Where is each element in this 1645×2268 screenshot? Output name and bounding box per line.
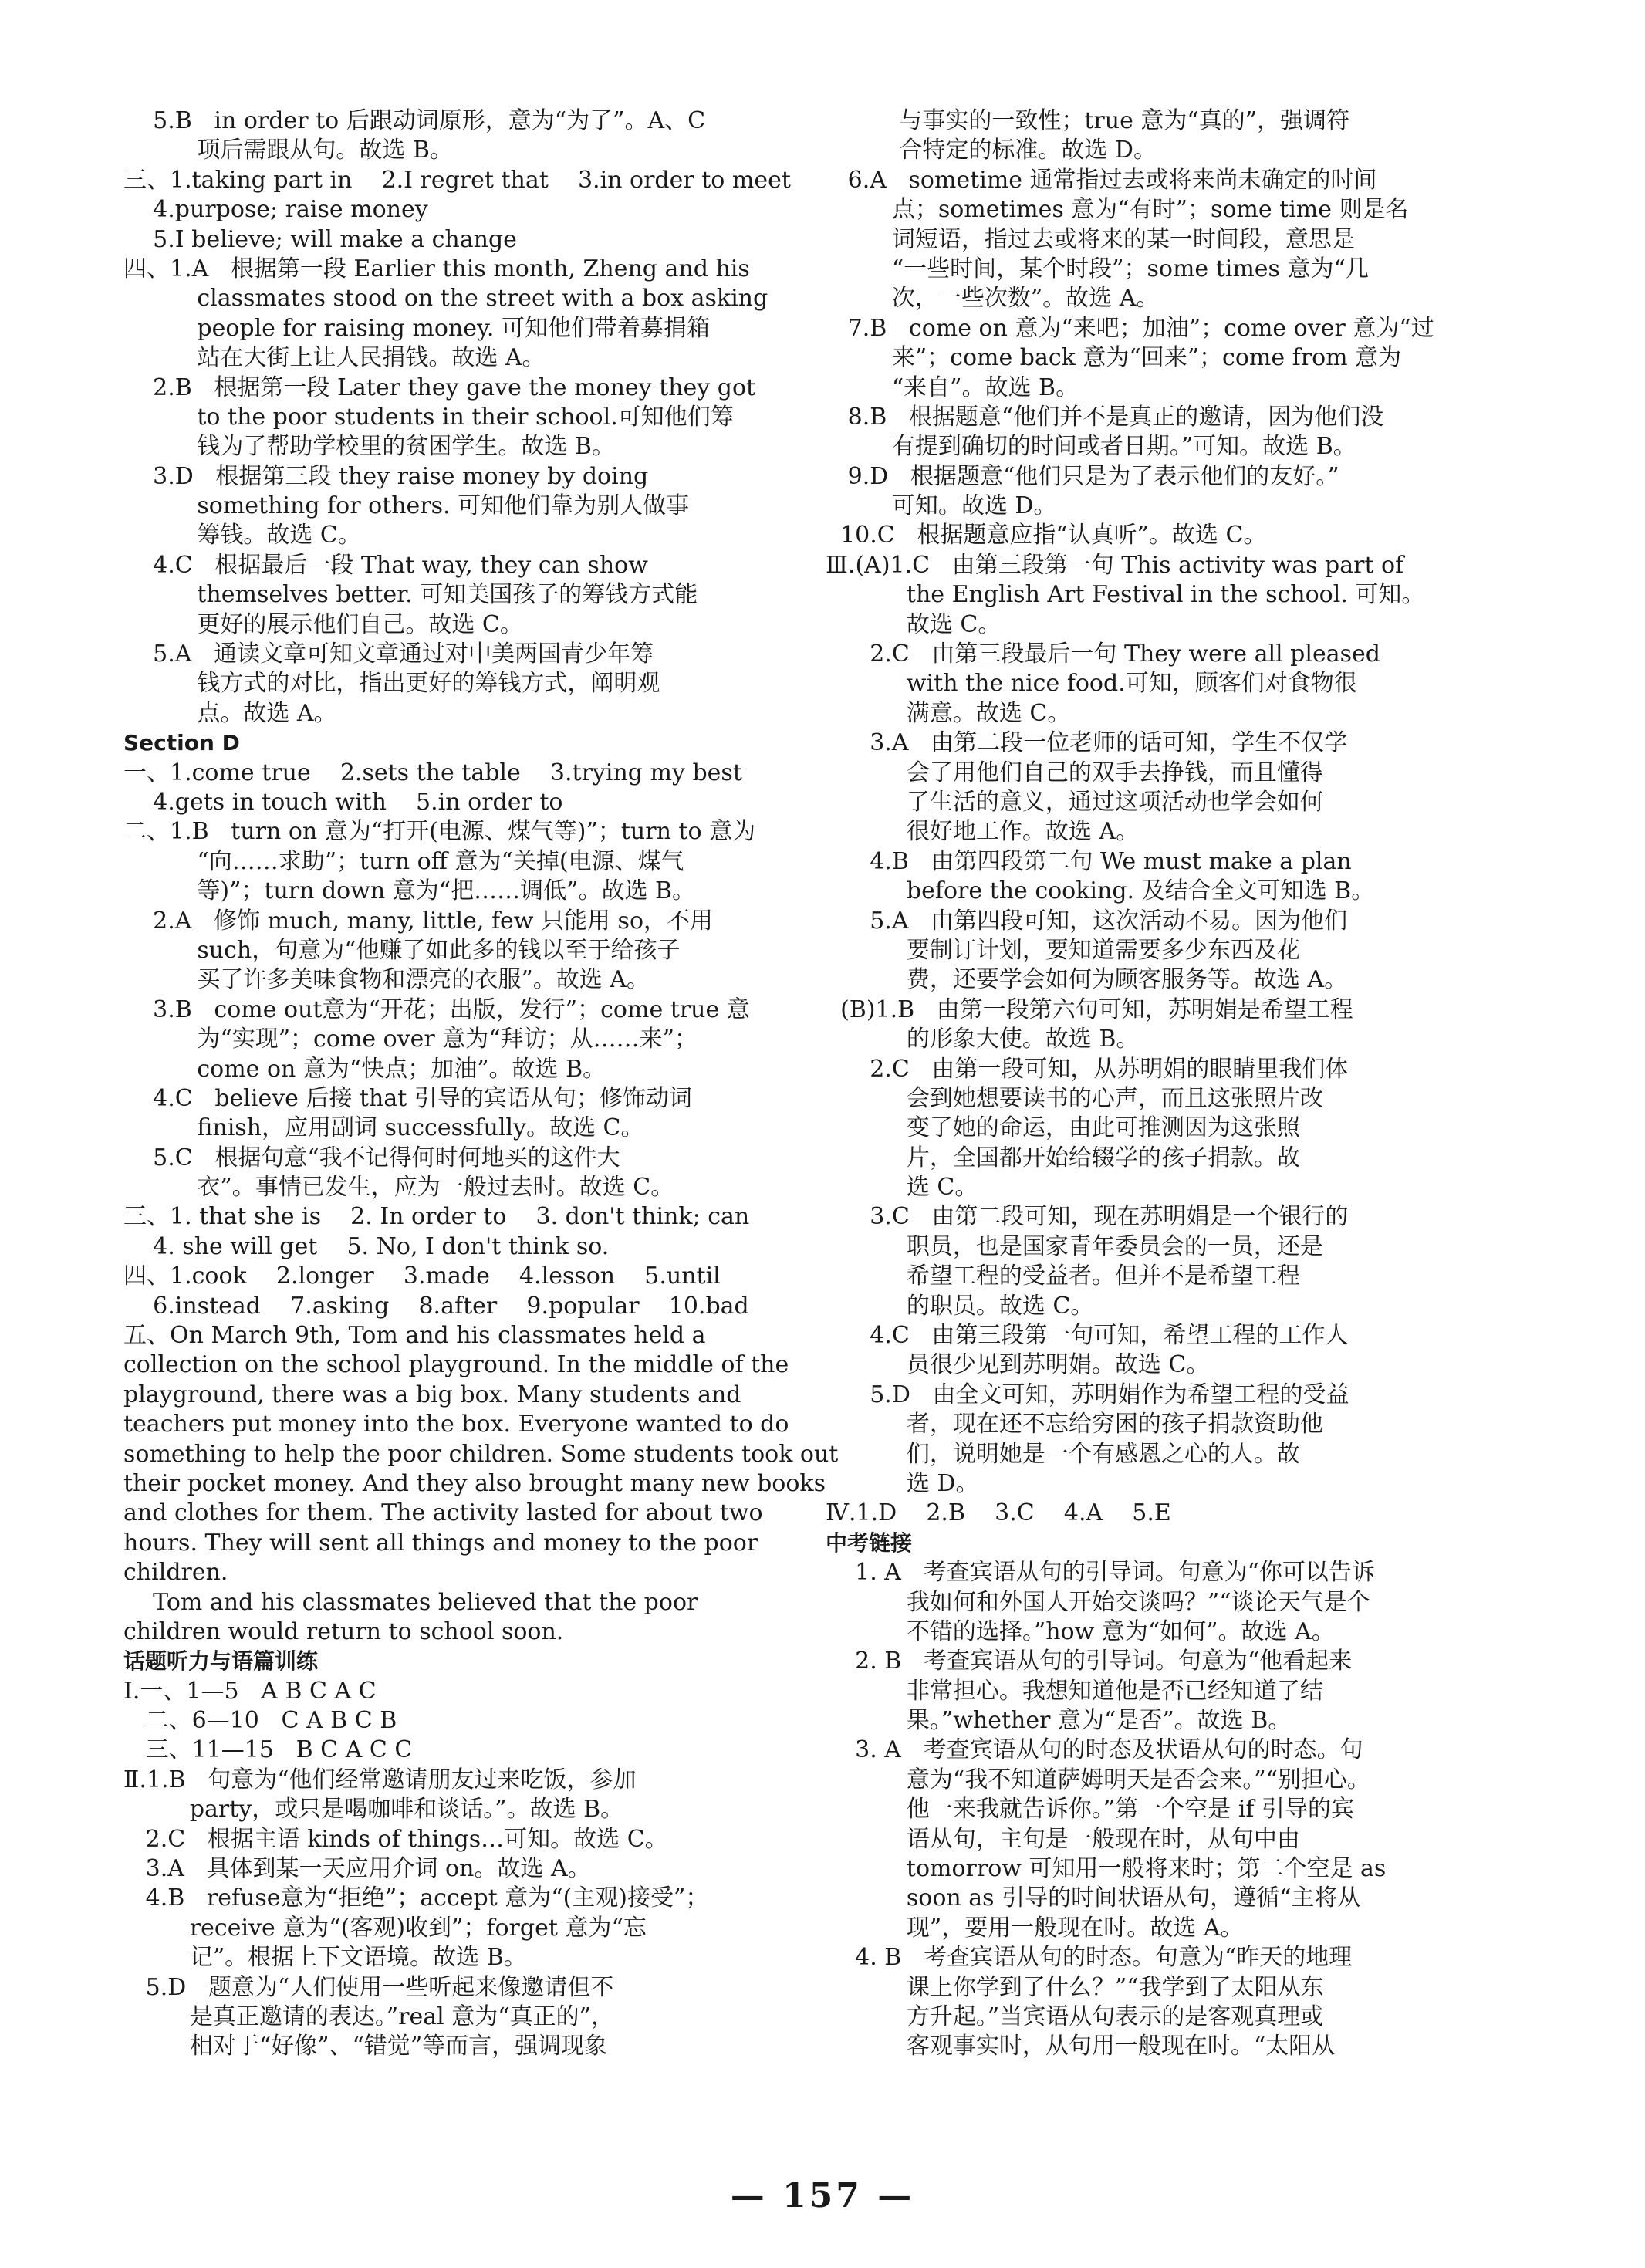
text-line: 更好的展示他们自己。故选 C。 [123,610,523,638]
text-line: 客观事实时，从句用一般现在时。“太阳从 [826,2033,1336,2060]
text-line: 四、1.cook 2.longer 3.made 4.lesson 5.until [123,1262,721,1290]
text-line: 筹钱。故选 C。 [123,522,361,549]
text-line: 职员，也是国家青年委员会的一员，还是 [826,1232,1323,1260]
text-line: 5.C 根据句意“我不记得何时何地买的这件大 [123,1144,620,1171]
text-line: 的形象大使。故选 B。 [826,1026,1140,1053]
text-line: 中考链接 [826,1529,913,1556]
text-line: their pocket money. And they also brought many new books [123,1469,826,1497]
text-line: something for others. 可知他们靠为别人做事 [123,492,690,520]
text-line: 不错的选择。”how 意为“如何”。故选 A。 [826,1617,1335,1645]
text-line: Ⅳ.1.D 2.B 3.C 4.A 5.E [826,1499,1171,1527]
text-line: 选 D。 [826,1469,979,1497]
text-line: 选 C。 [826,1174,978,1202]
page-number: — 157 — [730,2176,915,2216]
text-line: 记”。根据上下文语境。故选 B。 [123,1944,527,1972]
text-line: Tom and his classmates believed that the poor [123,1588,698,1616]
text-line: 2.B 根据第一段 Later they gave the money they got [123,373,756,401]
text-line: Ⅰ.一、1—5 A B C A C [123,1677,377,1705]
text-line: (B)1.B 由第一段第六句可知，苏明娟是希望工程 [826,995,1353,1023]
text-line: 2. B 考查宾语从句的引导词。句意为“他看起来 [826,1648,1353,1675]
text-line: 词短语，指过去或将来的某一时间段，意思是 [826,225,1355,253]
text-line: before the cooking. 及结合全文可知选 B。 [826,877,1375,905]
text-line: 语从句，主句是一般现在时，从句中由 [826,1825,1300,1853]
text-line: 3.C 由第二段可知，现在苏明娟是一个银行的 [826,1203,1349,1231]
text-line: children. [123,1559,228,1587]
text-line: 2.C 由第一段可知，从苏明娟的眼睛里我们体 [826,1055,1349,1083]
text-line: 满意。故选 C。 [826,699,1071,727]
text-line: finish，应用副词 successfully。故选 C。 [123,1114,644,1142]
text-line: 衣”。事情已发生，应为一般过去时。故选 C。 [123,1174,674,1202]
text-line: 变了她的命运，由此可推测因为这张照 [826,1114,1300,1142]
text-line: teachers put money into the box. Everyone wanted to do [123,1411,789,1438]
text-line: 次，一些次数”。故选 A。 [826,285,1160,313]
text-line: 话题听力与语篇训练 [123,1648,319,1675]
text-line: and clothes for them. The activity lasted for about two [123,1499,763,1527]
text-line: 点。故选 A。 [123,699,337,727]
text-line: 合特定的标准。故选 D。 [826,137,1157,164]
text-line: 四、1.A 根据第一段 Earlier this month, Zheng and his [123,255,750,282]
text-line: 3.A 由第二段一位老师的话可知，学生不仅学 [826,729,1348,757]
text-line: 5.D 由全文可知，苏明娟作为希望工程的受益 [826,1381,1349,1408]
text-line: 相对于“好像”、“错觉”等而言，强调现象 [123,2033,608,2060]
text-line: 5.D 题意为“人们使用一些听起来像邀请但不 [123,1973,614,2001]
text-line: 来”；come back 意为“回来”；come from 意为 [826,344,1402,372]
text-line: playground, there was a big box. Many students and [123,1381,741,1408]
text-line: 4. B 考查宾语从句的时态。句意为“昨天的地理 [826,1944,1353,1972]
text-line: to the poor students in their school.可知他们筹 [123,403,734,431]
text-line: 8.B 根据题意“他们并不是真正的邀请，因为他们没 [826,403,1384,431]
text-line: 钱为了帮助学校里的贫困学生。故选 B。 [123,433,615,461]
text-line: Ⅱ.1.B 句意为“他们经常邀请朋友过来吃饭，参加 [123,1766,637,1793]
text-line: receive 意为“(客观)收到”；forget 意为“忘 [123,1914,647,1942]
text-line: 员很少见到苏明娟。故选 C。 [826,1351,1210,1379]
text-line: 一、1.come true 2.sets the table 3.trying my best [123,759,742,786]
text-line: 钱方式的对比，指出更好的筹钱方式，阐明观 [123,670,660,698]
text-line: 了生活的意义，通过这项活动也学会如何 [826,788,1323,816]
text-line: 非常担心。我想知道他是否已经知道了结 [826,1677,1323,1705]
text-line: 三、11—15 B C A C C [123,1736,413,1764]
text-line: 5.B in order to 后跟动词原形，意为“为了”。A、C [123,107,706,134]
text-line: 5.A 通读文章可知文章通过对中美两国青少年筹 [123,641,654,668]
text-line: 二、6—10 C A B C B [123,1707,397,1735]
text-line: 4.B 由第四段第二句 We must make a plan [826,847,1352,875]
left-column [123,106,839,2062]
text-line: 5.I believe; will make a change [123,225,517,253]
text-line: 2.C 根据主语 kinds of things…可知。故选 C。 [123,1825,668,1853]
text-line: 意为“我不知道萨姆明天是否会来。”“别担心。 [826,1766,1370,1793]
text-line: 三、1. that she is 2. In order to 3. don't think; can [123,1203,750,1231]
text-line: 等)”；turn down 意为“把……调低”。故选 B。 [123,877,696,905]
text-line: 1. A 考查宾语从句的引导词。句意为“你可以告诉 [826,1559,1375,1587]
text-line: come on 意为“快点；加油”。故选 B。 [123,1055,606,1083]
text-line: 的职员。故选 C。 [826,1292,1094,1320]
text-line: 课上你学到了什么？”“我学到了太阳从东 [826,1973,1324,2001]
text-line: 二、1.B turn on 意为“打开(电源、煤气等)”；turn to 意为 [123,818,756,846]
text-line: 三、1.taking part in 2.I regret that 3.in order to meet [123,166,791,194]
text-line: 6.A sometime 通常指过去或将来尚未确定的时间 [826,166,1377,194]
right-column [826,106,1481,2062]
text-line: with the nice food.可知，顾客们对食物很 [826,670,1357,698]
text-line: 费，还要学会如何为顾客服务等。故选 A。 [826,966,1348,994]
text-line: 五、On March 9th, Tom and his classmates held a [123,1322,706,1350]
text-line: Section D [123,730,240,756]
text-line: party，或只是喝咖啡和谈话。”。故选 B。 [123,1796,624,1824]
text-line: 9.D 根据题意“他们只是为了表示他们的友好。” [826,462,1339,490]
text-line: 们，说明她是一个有感恩之心的人。故 [826,1440,1300,1468]
text-line: 项后需跟从句。故选 B。 [123,137,453,164]
text-line: 3. A 考查宾语从句的时态及状语从句的时态。句 [826,1736,1363,1764]
text-line: 果。”whether 意为“是否”。故选 B。 [826,1707,1292,1735]
text-line: tomorrow 可知用一般将来时；第二个空是 as [826,1855,1387,1883]
text-line: 3.D 根据第三段 they raise money by doing [123,462,649,490]
text-line: 会到她想要读书的心声，而且这张照片改 [826,1084,1323,1112]
text-line: hours. They will sent all things and money to the poor [123,1529,758,1557]
text-line: children would return to school soon. [123,1617,564,1645]
text-line: “向……求助”；turn off 意为“关掉(电源、煤气 [123,847,684,875]
text-line: 很好地工作。故选 A。 [826,818,1140,846]
text-line: 7.B come on 意为“来吧；加油”；come over 意为“过 [826,314,1434,342]
text-line: 3.A 具体到某一天应用介词 on。故选 A。 [123,1855,591,1883]
text-line: 5.A 由第四段可知，这次活动不易。因为他们 [826,907,1348,935]
text-line: 要制订计划，要知道需要多少东西及花 [826,936,1300,964]
text-line: something to help the poor children. Some students took out [123,1440,839,1468]
text-line: 点；sometimes 意为“有时”；some time 则是名 [826,196,1409,224]
text-line: Ⅲ.(A)1.C 由第三段第一句 This activity was part of [826,551,1404,579]
text-line: “一些时间，某个时段”；some times 意为“几 [826,255,1369,282]
text-line: soon as 引导的时间状语从句，遵循“主将从 [826,1884,1361,1912]
text-line: 3.B come out意为“开花；出版，发行”；come true 意 [123,995,750,1023]
text-line: 站在大街上让人民捐钱。故选 A。 [123,344,546,372]
text-line: 4. she will get 5. No, I don't think so. [123,1232,610,1260]
text-line: 4.B refuse意为“拒绝”；accept 意为“(主观)接受”； [123,1884,709,1912]
text-line: 6.instead 7.asking 8.after 9.popular 10.bad [123,1292,749,1320]
text-line: 会了用他们自己的双手去挣钱，而且懂得 [826,759,1323,786]
text-line: 4.gets in touch with 5.in order to [123,788,563,816]
text-line: 方升起。”当宾语从句表示的是客观真理或 [826,2003,1324,2030]
text-line: 4.C 由第三段第一句可知，希望工程的工作人 [826,1322,1349,1350]
text-line: 买了许多美味食物和漂亮的衣服”。故选 A。 [123,966,650,994]
text-line: 他一来我就告诉你。”第一个空是 if 引导的宾 [826,1796,1355,1824]
text-line: 4.purpose; raise money [123,196,428,224]
text-line: the English Art Festival in the school. 可知。 [826,581,1425,609]
text-line: 有提到确切的时间或者日期。”可知。故选 B。 [826,433,1356,461]
text-line: 可知。故选 D。 [826,492,1057,520]
text-line: people for raising money. 可知他们带着募捐箱 [123,314,711,342]
text-line: 为“实现”；come over 意为“拜访；从……来”； [123,1026,698,1053]
text-line: 希望工程的受益者。但并不是希望工程 [826,1262,1300,1290]
text-line: 我如何和外国人开始交谈吗？”“谈论天气是个 [826,1588,1370,1616]
text-line: “来自”。故选 B。 [826,373,1079,401]
text-line: such，句意为“他赚了如此多的钱以至于给孩子 [123,936,681,964]
text-line: themselves better. 可知美国孩子的筹钱方式能 [123,581,698,609]
text-line: classmates stood on the street with a box asking [123,285,768,313]
text-line: 2.C 由第三段最后一句 They were all pleased [826,641,1380,668]
text-line: 2.A 修饰 much, many, little, few 只能用 so，不用 [123,907,714,935]
text-line: 与事实的一致性；true 意为“真的”，强调符 [826,107,1350,134]
text-line: 者，现在还不忘给穷困的孩子捐款资助他 [826,1411,1323,1438]
text-line: collection on the school playground. In the middle of the [123,1351,789,1379]
text-line: 现”，要用一般现在时。故选 A。 [826,1914,1244,1942]
text-line: 片，全国都开始给辍学的孩子捐款。故 [826,1144,1300,1171]
text-line: 4.C believe 后接 that 引导的宾语从句；修饰动词 [123,1084,692,1112]
text-line: 是真正邀请的表达。”real 意为“真正的”， [123,2003,614,2030]
text-line: 10.C 根据题意应指“认真听”。故选 C。 [826,522,1267,549]
text-line: 4.C 根据最后一段 That way, they can show [123,551,648,579]
text-line: 故选 C。 [826,610,1002,638]
